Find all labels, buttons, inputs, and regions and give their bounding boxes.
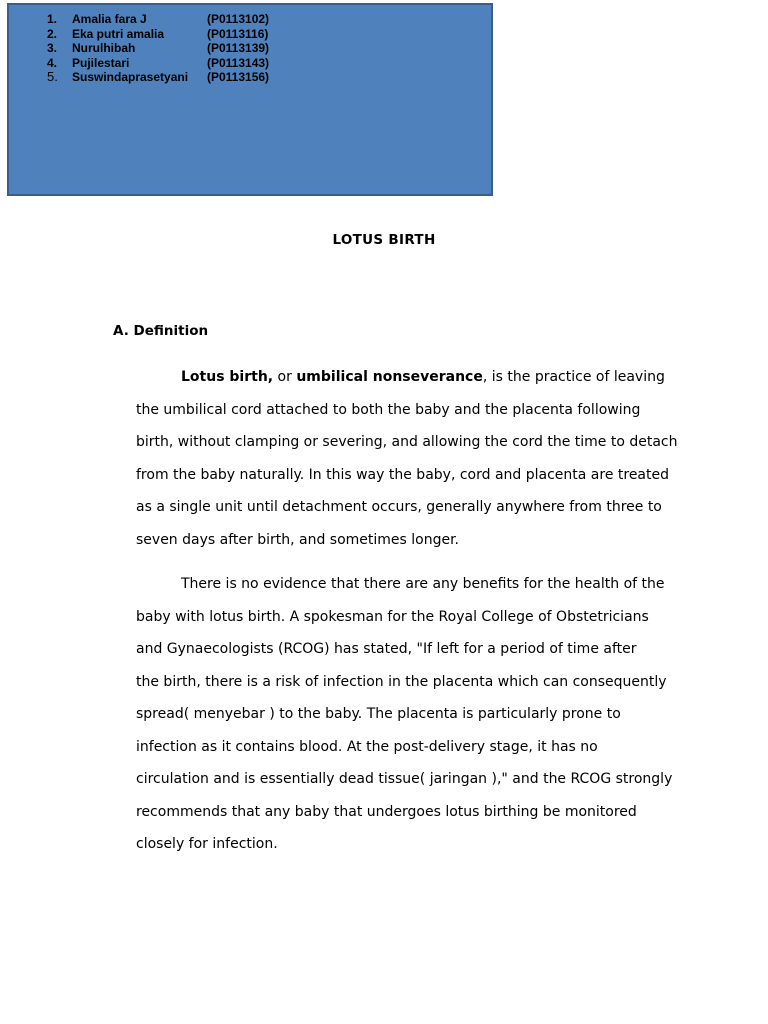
paragraph-line: and Gynaecologists (RCOG) has stated, "If left for a period of time after <box>136 641 637 657</box>
section-heading-definition: A. Definition <box>113 323 209 339</box>
paragraph-line: the umbilical cord attached to both the baby and the placenta following <box>136 401 641 418</box>
connector-text: or <box>273 369 297 385</box>
member-row <box>47 41 269 56</box>
paragraph-line: closely for infection. <box>136 836 278 852</box>
evidence-paragraph <box>136 568 696 861</box>
paragraph-line: the birth, there is a risk of infection in the placenta which can consequently <box>136 673 667 690</box>
member-number: 4. <box>47 55 58 70</box>
member-row <box>47 56 269 71</box>
member-name: Nurulhibah <box>72 41 136 55</box>
member-name: Amalia fara J <box>72 12 147 26</box>
member-name: Eka putri amalia <box>72 26 165 41</box>
member-id: (P0113143) <box>207 55 270 70</box>
paragraph-line: recommends that any baby that undergoes lotus birthing be monitored <box>136 803 637 820</box>
paragraph-line: circulation and is essentially dead tissue( jaringan )," and the RCOG strongly <box>136 771 673 787</box>
term-umbilical-nonseverance: umbilical nonseverance <box>296 369 483 385</box>
member-row <box>47 70 269 85</box>
member-id: (P0113139) <box>207 41 270 55</box>
member-row <box>47 27 269 42</box>
paragraph-line <box>136 361 696 394</box>
member-list <box>47 12 269 85</box>
paragraph-line: from the baby naturally. In this way the baby, cord and placenta are treated <box>136 466 670 483</box>
member-name: Suswindaprasetyani <box>72 70 189 84</box>
paragraph-line: baby with lotus birth. A spokesman for the Royal College of Obstetricians <box>136 608 649 625</box>
paragraph-line: spread( menyebar ) to the baby. The placenta is particularly prone to <box>136 706 621 722</box>
member-id: (P0113156) <box>207 70 270 84</box>
document-title: LOTUS BIRTH <box>332 232 436 248</box>
member-name: Pujilestari <box>72 55 130 70</box>
member-number: 5. <box>47 69 58 84</box>
group-members-box <box>7 3 493 196</box>
definition-paragraph <box>136 361 696 556</box>
line-text: , is the practice of leaving <box>482 369 665 385</box>
paragraph-line: seven days after birth, and sometimes longer. <box>136 531 460 548</box>
member-number: 1. <box>47 12 58 26</box>
member-row <box>47 12 269 27</box>
member-id: (P0113102) <box>207 12 270 26</box>
paragraph-line: birth, without clamping or severing, and allowing the cord the time to detach <box>136 434 678 450</box>
member-id: (P0113116) <box>207 26 269 41</box>
member-number: 2. <box>47 26 58 41</box>
paragraph-line: infection as it contains blood. At the post-delivery stage, it has no <box>136 738 598 755</box>
paragraph-line: as a single unit until detachment occurs, generally anywhere from three to <box>136 499 662 515</box>
paragraph-line: There is no evidence that there are any benefits for the health of the <box>181 576 665 592</box>
term-lotus-birth: Lotus birth, <box>181 369 274 385</box>
member-number: 3. <box>47 41 58 55</box>
